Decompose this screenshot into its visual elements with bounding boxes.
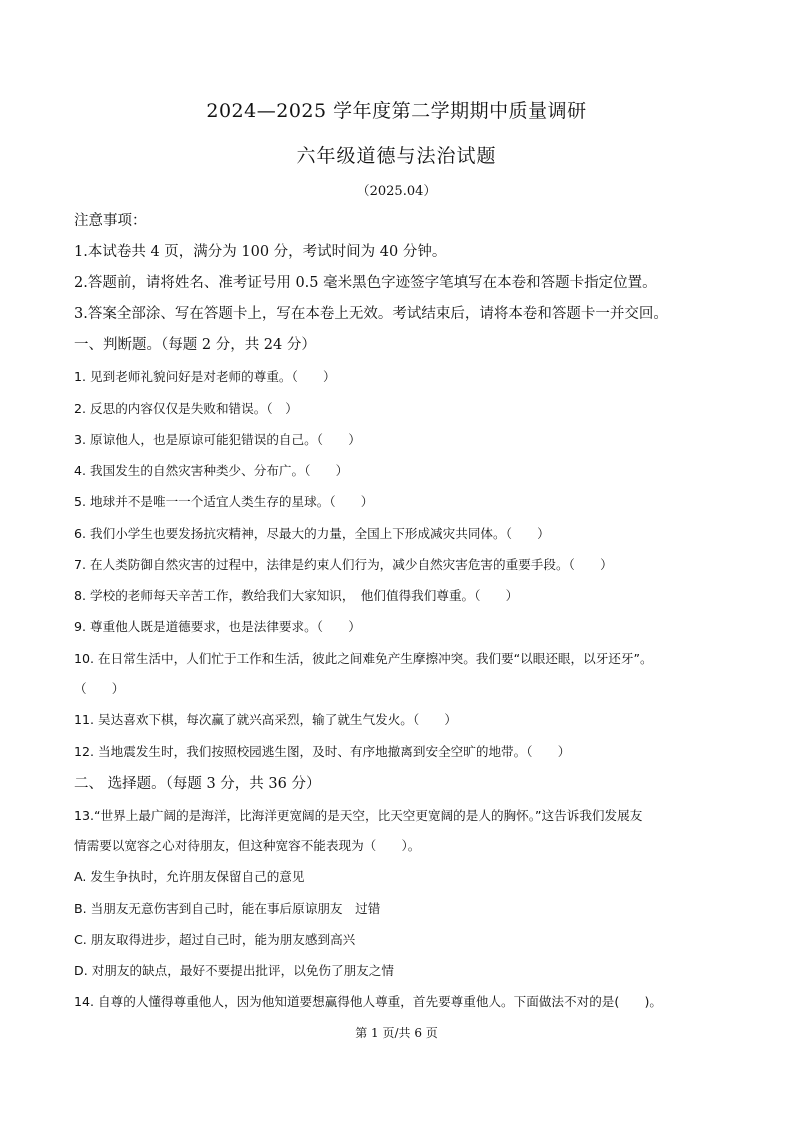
section-heading: 一、判断题。（每题 2 分，共 24 分） [74, 337, 316, 353]
option-item: A. 发生争执时，允许朋友保留自己的意见 [74, 869, 305, 884]
question-item-continued: 情需要以宽容之心对待朋友，但这种宽容不能表现为（ ）。 [74, 838, 421, 853]
question-item: 5. 地球并不是唯一一个适宜人类生存的星球。（ ） [74, 494, 374, 509]
question-item: 14. 自尊的人懂得尊重他人，因为他知道要想赢得他人尊重，首先要尊重他人。下面做法不对的是( )。 [74, 994, 662, 1009]
question-item: 10. 在日常生活中，人们忙于工作和生活，彼此之间难免产生摩擦冲突。我们要“以眼还眼，以牙还牙”。 [74, 651, 653, 666]
question-item: 6. 我们小学生也要发扬抗灾精神，尽最大的力量，全国上下形成减灾共同体。（ ） [74, 526, 550, 541]
question-item: 3. 原谅他人，也是原谅可能犯错误的自己。（ ） [74, 432, 361, 447]
note-item: 2.答题前，请将姓名、准考证号用 0.5 毫米黑色字迹签字笔填写在本卷和答题卡指定位置。 [74, 275, 657, 291]
section-heading: 二、 选择题。（每题 3 分，共 36 分） [74, 776, 321, 792]
notes-heading: 注意事项： [74, 213, 147, 229]
option-item: D. 对朋友的缺点，最好不要提出批评，以免伤了朋友之情 [74, 963, 394, 978]
exam-title: 2024—2025 学年度第二学期期中质量调研 [206, 100, 587, 122]
option-item: B. 当朋友无意伤害到自己时，能在事后原谅朋友 过错 [74, 901, 381, 916]
question-item: 11. 吴达喜欢下棋，每次赢了就兴高采烈，输了就生气发火。（ ） [74, 712, 457, 727]
question-item: 7. 在人类防御自然灾害的过程中，法律是约束人们行为，减少自然灾害危害的重要手段。（ ） [74, 557, 613, 572]
question-item: 4. 我国发生的自然灾害种类少、分布广。（ ） [74, 463, 349, 478]
exam-subtitle: 六年级道德与法治试题 [296, 145, 497, 167]
page-number: 第 1 页/共 6 页 [355, 1026, 438, 1040]
question-item: 12. 当地震发生时，我们按照校园逃生图，及时、有序地撤离到安全空旷的地带。（ ） [74, 744, 571, 759]
question-item: 13.“世界上最广阔的是海洋，比海洋更宽阔的是天空，比天空更宽阔的是人的胸怀。”这告诉我们发展友 [74, 808, 643, 823]
question-item: 2. 反思的内容仅仅是失败和错误。（ ） [74, 401, 298, 416]
question-item: （ ） [74, 681, 125, 696]
question-item: 8. 学校的老师每天辛苦工作，教给我们大家知识， 他们值得我们尊重。（ ） [74, 588, 519, 603]
question-item: 9. 尊重他人既是道德要求，也是法律要求。（ ） [74, 619, 361, 634]
exam-date: （2025.04） [356, 184, 437, 199]
note-item: 1.本试卷共 4 页，满分为 100 分，考试时间为 40 分钟。 [74, 244, 447, 260]
note-item: 3.答案全部涂、写在答题卡上，写在本卷上无效。考试结束后，请将本卷和答题卡一并交回。 [74, 306, 668, 322]
question-item: 1. 见到老师礼貌问好是对老师的尊重。（ ） [74, 369, 336, 384]
option-item: C. 朋友取得进步，超过自己时，能为朋友感到高兴 [74, 932, 356, 947]
